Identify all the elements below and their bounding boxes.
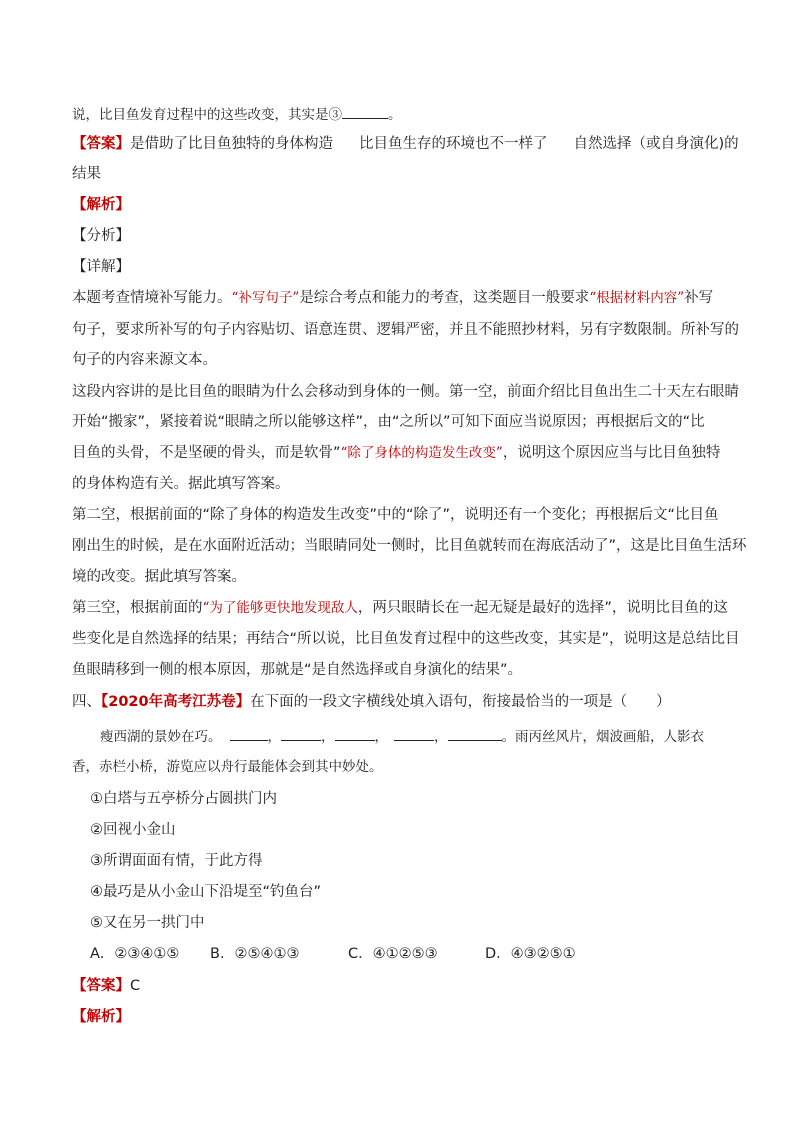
paragraph-line: 些变化是自然选择的结果；再结合“所以说，比目鱼发育过程中的这些改变，其实是”，说明这是总结比目	[72, 631, 740, 647]
passage-line: 瘦西湖的景妙在巧。 ， ， ， ， 。雨丙丝风片，烟波画船，人影衣	[100, 726, 704, 747]
passage-text: 瘦西湖的景妙在巧。	[100, 729, 222, 745]
answer-tag: 【答案】	[72, 136, 130, 152]
answer-part-3: 自然选择（或自身演化)的	[573, 136, 739, 152]
paragraph-line: 刚出生的时候，是在水面附近活动；当眼睛同处一侧时，比目鱼就转而在海底活动了”，这是比目鱼生活环	[72, 538, 747, 554]
fenxi-tag: 【分析】	[72, 228, 130, 244]
fill-blank	[230, 726, 268, 741]
quoted-term: “除了身体的构造发生改变”	[340, 445, 503, 461]
paragraph-line: 第二空，根据前面的“除了身体的构造发生改变”中的“除了”，说明还有一个变化；再根据后文“比目鱼	[72, 507, 719, 523]
fill-blank	[394, 726, 434, 741]
paragraph-line: 境的改变。据此填写答案。	[72, 569, 246, 585]
answer-blank	[342, 104, 388, 119]
option-item: ⑤又在另一拱门中	[90, 915, 205, 931]
paragraph-line	[72, 288, 713, 308]
analysis-tag-2: 【解析】	[72, 1009, 130, 1025]
paragraph-line: 的身体构造有关。据此填写答案。	[72, 476, 290, 492]
quoted-term: “补写句子”	[231, 290, 300, 306]
xiangjie-tag: 【详解】	[72, 259, 130, 275]
paragraph-line: 开始“搬家”，紧接着说“眼睛之所以能够这样”，由“之所以”可知下面应当说原因；再根据后文的“比	[72, 414, 705, 430]
option-item: ③所谓面面有情，于此方得	[90, 853, 263, 869]
quoted-term: “根据材料内容”	[589, 290, 685, 306]
text-span: 补写	[684, 290, 714, 306]
text-span: 目鱼的头骨，不是坚硬的骨头，而是软骨”	[72, 445, 341, 461]
text-span: ，两只眼睛长在一起无疑是最好的选择”，说明比目鱼的这	[357, 600, 728, 616]
question-continuation-line	[72, 104, 402, 125]
choice-d: D．④③②⑤①	[485, 946, 576, 962]
answer-line	[72, 134, 739, 154]
paragraph-line: 鱼眼睛移到一侧的根本原因，那就是“是自然选择或自身演化的结果”。	[72, 662, 523, 678]
option-item: ②回视小金山	[90, 822, 176, 838]
text-span: ，说明这个原因应当与比目鱼独特	[502, 445, 721, 461]
paragraph-line: 这段内容讲的是比目鱼的眼睛为什么会移动到身体的一侧。第一空，前面介绍比目鱼出生二十天左右眼睛	[72, 384, 739, 400]
text-span: 本题考查情境补写能力。	[72, 290, 232, 306]
question-stem: 在下面的一段文字横线处填入语句，衔接最恰当的一项是（ ）	[250, 694, 671, 710]
answer-continuation: 结果	[72, 166, 101, 182]
question-text: 说，比目鱼发育过程中的这些改变，其实是③	[72, 107, 342, 123]
text-span: 是综合考点和能力的考查，这类题目一般要求	[299, 290, 590, 306]
paragraph-line	[72, 598, 728, 618]
fill-blank	[335, 726, 375, 741]
option-item: ④最巧是从小金山下沿堤至“钓鱼台”	[90, 884, 322, 900]
answer-value: C	[130, 978, 141, 994]
quoted-term: “为了能够更快地发现敌人	[202, 600, 358, 616]
question-4-header	[72, 692, 671, 712]
source-tag: 【2020年高考江苏卷】	[101, 694, 251, 710]
choice-b: B．②⑤④①③	[210, 946, 300, 962]
text-span: 第三空，根据前面的	[72, 600, 203, 616]
option-item: ①白塔与五亭桥分占圆拱门内	[90, 791, 277, 807]
fill-blank	[448, 726, 502, 741]
question-number: 四、	[72, 694, 101, 710]
answer-part-2: 比目鱼生存的环境也不一样了	[359, 136, 548, 152]
fill-blank	[281, 726, 321, 741]
analysis-tag: 【解析】	[72, 197, 130, 213]
answer-part-1: 是借助了比目鱼独特的身体构造	[130, 136, 333, 152]
paragraph-line	[72, 443, 720, 463]
passage-text: 。雨丙丝风片，烟波画船，人影衣	[501, 729, 704, 745]
choice-a: A．②③④①⑤	[90, 946, 180, 962]
choice-c: C．④①②⑤③	[348, 946, 438, 962]
question-end: 。	[388, 107, 402, 123]
passage-line: 香，赤栏小桥，游览应以舟行最能体会到其中妙处。	[72, 759, 383, 775]
answer-line-2	[72, 976, 140, 996]
answer-tag: 【答案】	[72, 978, 130, 994]
paragraph-line: 句子的内容来源文本。	[72, 352, 217, 368]
paragraph-line: 句子，要求所补写的句子内容贴切、语意连贯、逻辑严密，并且不能照抄材料，另有字数限制。所补写的	[72, 322, 739, 338]
